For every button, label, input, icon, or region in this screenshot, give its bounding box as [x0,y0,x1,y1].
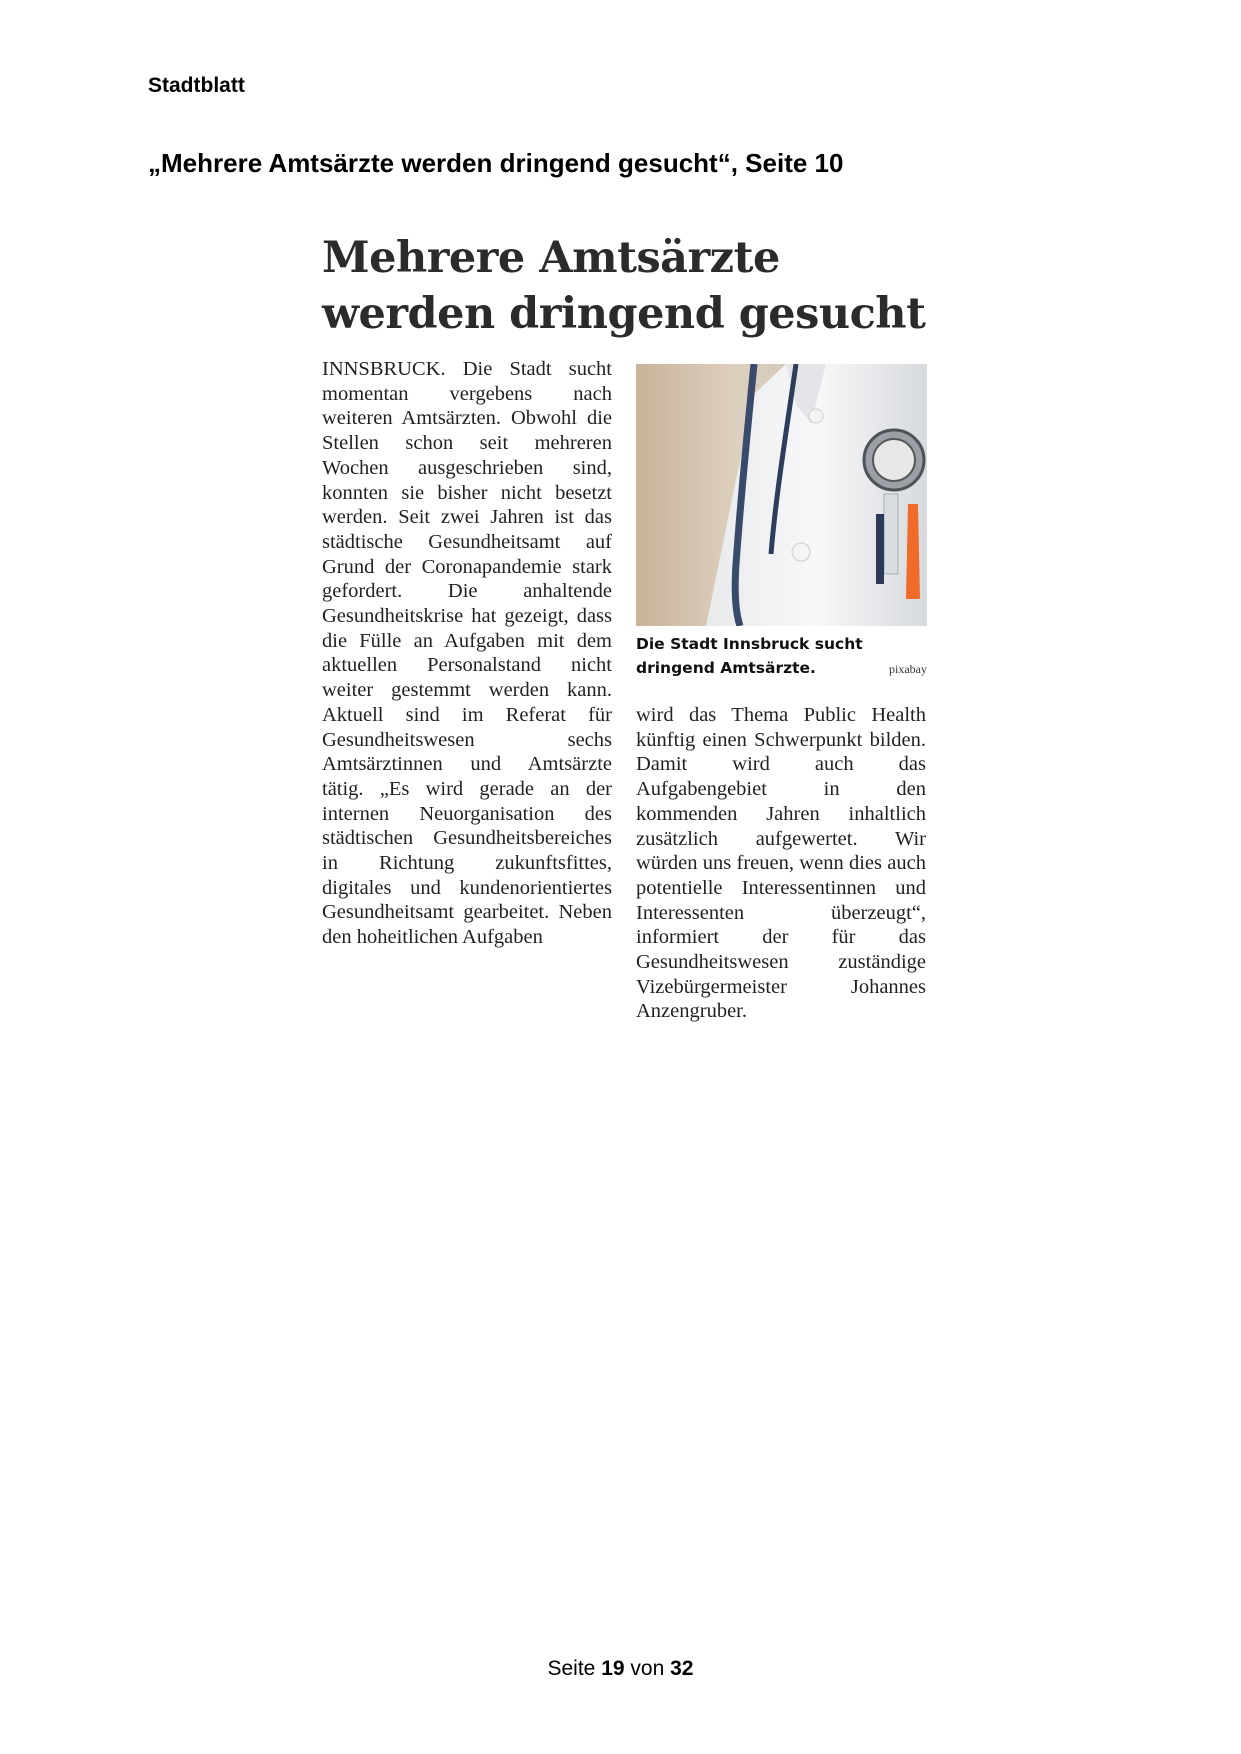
source-name: Stadtblatt [148,74,245,97]
photo-caption: Die Stadt Innsbruck sucht dringend Amtsärzte. [636,635,863,677]
page-footer [0,1657,1241,1681]
article-column-2 [636,703,926,1024]
page-total: 32 [670,1657,694,1680]
article-column-1 [322,357,612,1027]
article-headline: Mehrere Amtsärzte werden dringend gesucht [322,233,926,339]
article-text-2: wird das Thema Public Health künftig einen Schwerpunkt bilden. Damit wird auch das Aufgabengebiet in den kommenden Jahren inhaltlich zusätzlich aufgewertet. Wir würden uns freuen, wenn dies auch potentielle Interessentinnen und Interessenten überzeugt“, informiert der für das Gesundheitswesen zuständige Vizebürgermeister Johannes Anzengruber. [636,704,926,1023]
page-label: Seite [547,1657,596,1680]
document-title: „Mehrere Amtsärzte werden dringend gesucht“, Seite 10 [148,148,844,178]
doctor-photo [636,364,927,626]
doctor-stethoscope-image [636,364,927,626]
article-text-1: INNSBRUCK. Die Stadt sucht momentan vergebens nach weiteren Amtsärzten. Obwohl die Stellen schon seit mehreren Wochen ausgeschrieben sind, konnten sie bisher nicht besetzt werden. Seit zwei Jahren ist das städtische Gesundheitsamt auf Grund der Coronapandemie stark gefordert. Die anhaltende Gesundheitskrise hat gezeigt, dass die Fülle an Aufgaben mit dem aktuellen Personalstand nicht weiter gestemmt werden kann. Aktuell sind im Referat für Gesundheitswesen sechs Amtsärztinnen und Amtsärzte tätig. „Es wird gerade an der internen Neuorganisation des städtischen Gesundheitsbereiches in Richtung zukunftsfittes, digitales und kundenorientiertes Gesundheitsamt gearbeitet. Neben den hoheitlichen Aufgaben [322,358,612,949]
photo-credit: pixabay [889,662,927,676]
page-number: 19 [601,1657,625,1680]
page-separator: von [630,1657,665,1680]
